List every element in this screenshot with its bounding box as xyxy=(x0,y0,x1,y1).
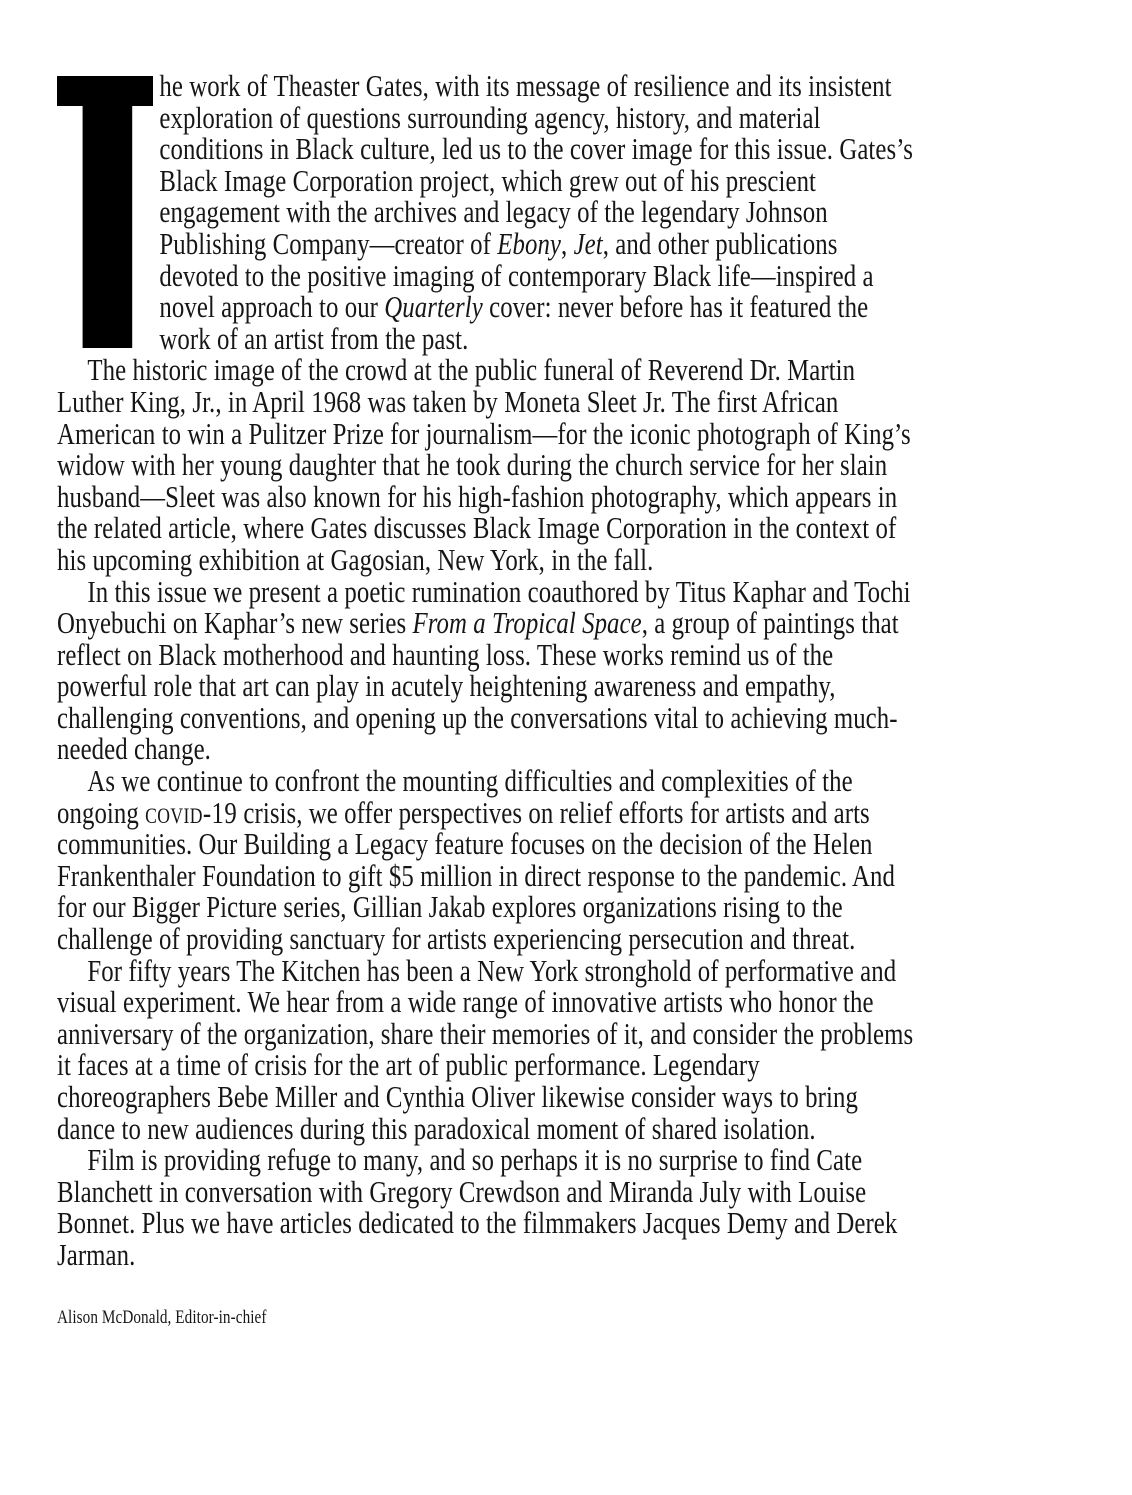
text-run: cover: never before has it featured the work of an artist from the past. xyxy=(159,289,869,356)
drop-cap-letter xyxy=(57,76,153,348)
paragraph-5 xyxy=(57,952,917,1146)
byline: Alison McDonald, Editor-in-chief xyxy=(57,1306,267,1328)
paragraph-3 xyxy=(57,573,917,767)
text-run: As we continue to confront the mounting difficulties and complexities of the ongoing xyxy=(57,763,853,830)
text-run-italic: Quarterly xyxy=(384,289,483,325)
text-run: crisis, we offer perspectives on relief efforts for artists and arts communities. Our Building a Legacy feature focuses on the decision of the Helen Frankenthaler Foundation to gift $5 million in direct response to the pandemic. And for our Bigger Picture series, Gillian Jakab explores organizations rising to the challenge of providing sanctuary for artists experiencing persecution and threat. xyxy=(57,794,895,957)
text-run-italic: Ebony xyxy=(497,225,562,261)
paragraph-4 xyxy=(57,765,917,955)
text-run: he work of Theaster Gates, with its message of resilience and its insistent exploration of questions surrounding agency, history, and material conditions in Black culture, led us to the cover image for this issue. Gates’s Black Image Corporation project, which grew out of his prescient engagement with the archives and legacy of the legendary Johnson Publishing Company—creator of xyxy=(159,68,913,261)
paragraph-1 xyxy=(57,70,917,354)
text-run: , a group of paintings that reflect on Black motherhood and haunting loss. These works remind us of the powerful role that art can play in acutely heightening awareness and empathy, challenging conventions, and opening up the conversations vital to achieving much-needed change. xyxy=(57,605,899,767)
text-run: In this issue we present a poetic rumination coauthored by Titus Kaphar and Tochi Onyebuchi on Kaphar’s new series xyxy=(57,573,911,641)
paragraph-2 xyxy=(57,354,917,575)
text-run: , xyxy=(561,225,574,261)
article-body xyxy=(57,70,917,1271)
text-run: Film is providing refuge to many, and so perhaps it is no surprise to find Cate Blanchett in conversation with Gregory Crewdson and Miranda July with Louise Bonnet. Plus we have articles dedicated to the filmmakers Jacques Demy and Derek Jarman. xyxy=(57,1142,898,1272)
text-run-italic: Jet xyxy=(573,225,603,261)
text-column xyxy=(57,70,917,1329)
text-run: For fifty years The Kitchen has been a New York stronghold of performative and visual experiment. We hear from a wide range of innovative artists who honor the anniversary of the organization, share their memories of it, and consider the problems it faces at a time of crisis for the art of public performance. Legendary choreographers Bebe Miller and Cynthia Oliver likewise consider ways to bring dance to new audiences during this paradoxical moment of shared isolation. xyxy=(57,952,914,1146)
text-run: , and other publications devoted to the positive imaging of contemporary Black life—inspired a novel approach to our xyxy=(159,225,874,325)
text-run: The historic image of the crowd at the public funeral of Reverend Dr. Martin Luther King, Jr., in April 1968 was taken by Moneta Sleet Jr. The first African American to win a Pulitzer Prize for journalism—for the iconic photograph of King’s widow with her young daughter that he took during the church service for her slain husband—Sleet was also known for his high-fashion photography, which appears in the related article, where Gates discusses Black Image Corporation in the context of his upcoming exhibition at Gagosian, New York, in the fall. xyxy=(57,352,911,577)
paragraph-6 xyxy=(57,1144,917,1270)
drop-cap xyxy=(57,76,153,348)
text-run-italic: From a Tropical Space xyxy=(412,605,642,641)
text-run-smallcaps: covid-19 xyxy=(145,794,238,830)
